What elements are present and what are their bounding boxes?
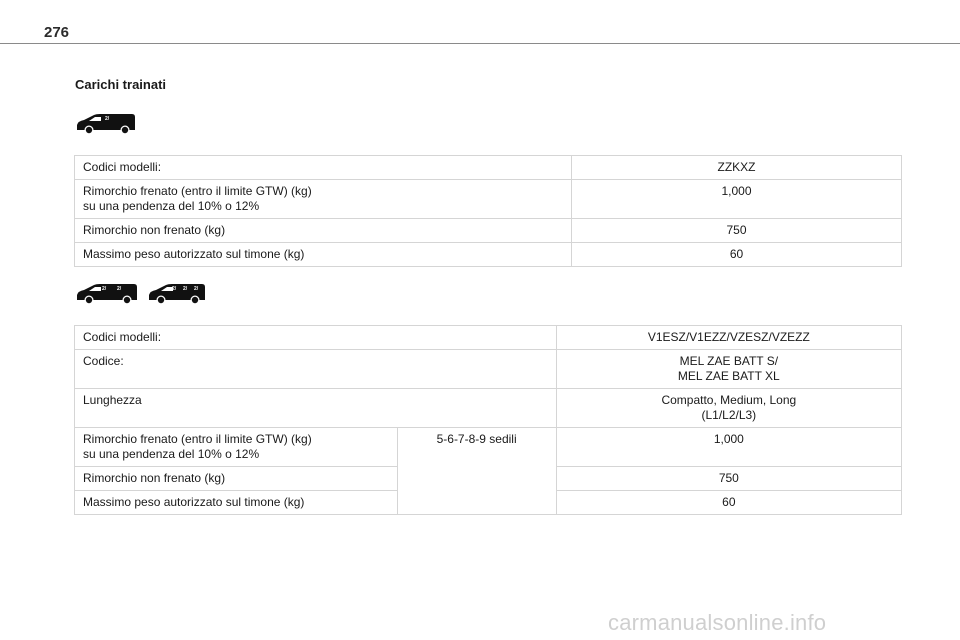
van-3-rows-icon bbox=[146, 282, 208, 306]
row-value: 1,000 bbox=[556, 428, 901, 467]
svg-text:2/: 2/ bbox=[194, 286, 199, 292]
header-divider bbox=[0, 43, 960, 44]
seats-cell: 5-6-7-8-9 sedili bbox=[397, 428, 556, 515]
row-label: Rimorchio frenato (entro il limite GTW) (kg) su una pendenza del 10% o 12% bbox=[75, 180, 572, 219]
page-number: 276 bbox=[44, 24, 70, 41]
svg-text:2/: 2/ bbox=[172, 286, 177, 292]
table-row bbox=[75, 156, 902, 180]
row-value: ZZKXZ bbox=[572, 156, 902, 180]
row-value: 750 bbox=[572, 219, 902, 243]
table-row bbox=[75, 428, 902, 467]
section-title: Carichi trainati bbox=[75, 77, 167, 92]
watermark: carmanualsonline.info bbox=[608, 610, 827, 635]
row-value: 1,000 bbox=[572, 180, 902, 219]
row-label: Codici modelli: bbox=[75, 326, 557, 350]
towing-table-2 bbox=[74, 325, 902, 515]
table-row bbox=[75, 219, 902, 243]
row-label: Massimo peso autorizzato sul timone (kg) bbox=[75, 243, 572, 267]
svg-text:2/: 2/ bbox=[183, 286, 188, 292]
row-value: 60 bbox=[572, 243, 902, 267]
row-label: Lunghezza bbox=[75, 389, 557, 428]
table-row bbox=[75, 243, 902, 267]
svg-text:2/: 2/ bbox=[105, 116, 110, 122]
row-label: Codici modelli: bbox=[75, 156, 572, 180]
svg-text:2/: 2/ bbox=[102, 286, 107, 292]
row-value: V1ESZ/V1EZZ/VZESZ/VZEZZ bbox=[556, 326, 901, 350]
svg-text:2/: 2/ bbox=[117, 286, 122, 292]
row-label: Rimorchio non frenato (kg) bbox=[75, 467, 398, 491]
row-value: 60 bbox=[556, 491, 901, 515]
table-row bbox=[75, 350, 902, 389]
van-icon bbox=[74, 112, 138, 136]
row-label: Codice: bbox=[75, 350, 557, 389]
table-row bbox=[75, 180, 902, 219]
table-row bbox=[75, 389, 902, 428]
towing-table-1 bbox=[74, 155, 902, 267]
table-row bbox=[75, 326, 902, 350]
row-label: Massimo peso autorizzato sul timone (kg) bbox=[75, 491, 398, 515]
van-2-rows-icon bbox=[74, 282, 140, 306]
row-label: Rimorchio frenato (entro il limite GTW) (kg) su una pendenza del 10% o 12% bbox=[75, 428, 398, 467]
row-label: Rimorchio non frenato (kg) bbox=[75, 219, 572, 243]
row-value: 750 bbox=[556, 467, 901, 491]
row-value: MEL ZAE BATT S/ MEL ZAE BATT XL bbox=[556, 350, 901, 389]
row-value: Compatto, Medium, Long (L1/L2/L3) bbox=[556, 389, 901, 428]
